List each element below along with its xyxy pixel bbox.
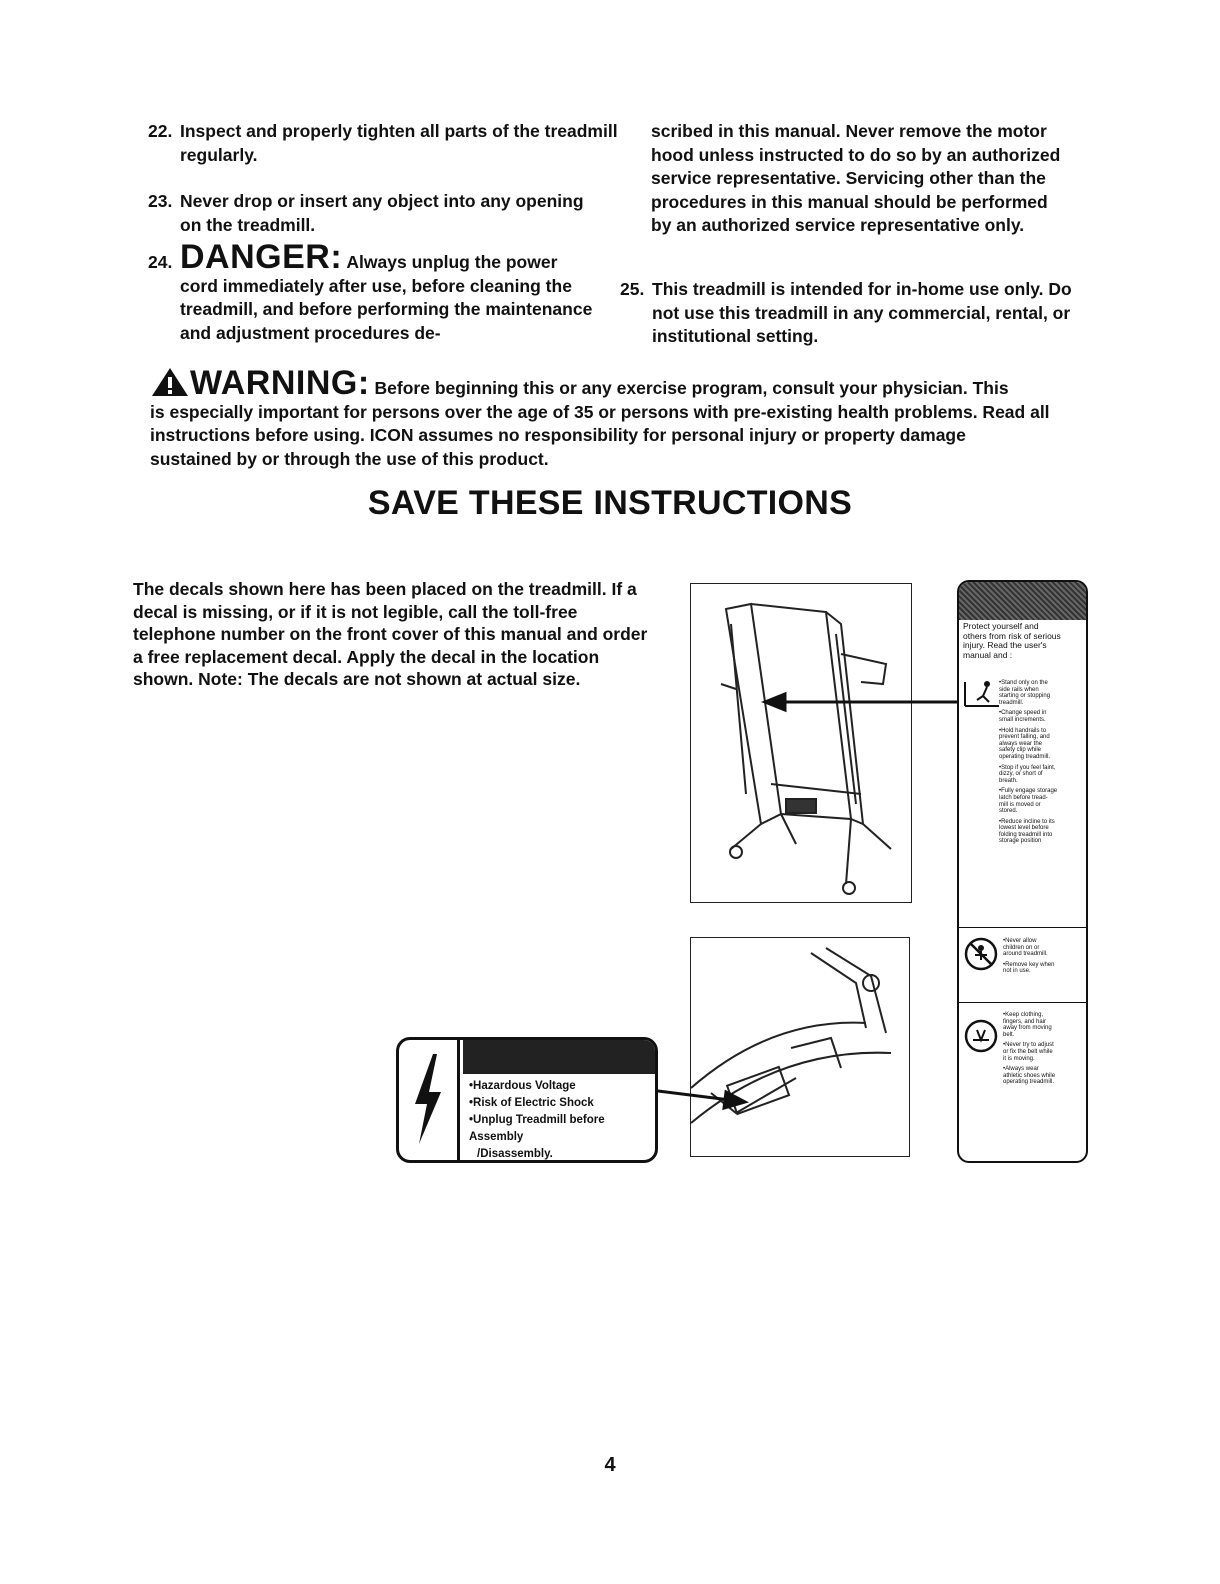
- decal-line: •Change speed in: [999, 710, 1047, 717]
- decal-line: storage position: [999, 838, 1042, 845]
- page-number: 4: [604, 1454, 616, 1476]
- electric-shock-decal: [396, 1037, 658, 1163]
- decal-line: safety clip while: [999, 747, 1042, 754]
- decal-line: breath.: [999, 777, 1018, 784]
- danger-keyword: DANGER:: [180, 238, 343, 276]
- decal-line: latch before tread-: [999, 794, 1048, 801]
- decal-intro-line: Protect yourself and: [963, 621, 1039, 631]
- decal-line: it is moving.: [1003, 1055, 1035, 1062]
- decal-line: •Remove key when: [1003, 961, 1055, 968]
- decal-line: •Hold handrails to: [999, 727, 1047, 734]
- electric-decal-header-bar: [463, 1040, 655, 1074]
- no-children-icon: [963, 936, 999, 972]
- decal-line: •Never allow: [1003, 938, 1037, 944]
- instruction-22: [148, 120, 620, 167]
- decal-line: folding treadmill into: [999, 831, 1053, 838]
- instruction-text: Inspect and properly tighten all parts of the treadmill regularly.: [180, 121, 618, 165]
- instruction-text: This treadmill is intended for in-home use only. Do not use this treadmill in any commercial, rental, or institutional setting.: [652, 279, 1072, 346]
- decal-line: •Stand only on the: [999, 680, 1048, 686]
- warning-decal-group3: [1003, 1012, 1083, 1086]
- decal-line: treadmill.: [999, 699, 1024, 706]
- decal-line: •Always wear: [1003, 1066, 1039, 1073]
- instruction-23: [148, 190, 600, 237]
- decal-line: •Stop if you feel faint,: [999, 764, 1056, 771]
- decal-line: •Reduce incline to its: [999, 818, 1055, 825]
- instruction-24: [148, 238, 608, 345]
- decal-line: mill is moved or: [999, 801, 1041, 808]
- warning-decal: [957, 580, 1088, 1163]
- decal-divider: [959, 1002, 1086, 1003]
- instruction-text-rest: cord immediately after use, before cleaning the treadmill, and before performing the maintenance and adjustment procedures de-: [180, 275, 593, 343]
- electric-decal-line: •Risk of Electric Shock: [469, 1097, 594, 1109]
- decal-intro-line: others from risk of serious: [963, 630, 1061, 641]
- decal-line: children on or: [1003, 944, 1040, 951]
- decal-intro-text: The decals shown here has been placed on the treadmill. If a decal is missing, or if it is not legible, call the toll-free telephone number on the front cover of this manual and order a free replacement decal. Apply the decal in the location shown. Note: The decals are not shown at actual size.: [133, 579, 648, 689]
- decal-line: small increments.: [999, 716, 1046, 723]
- warning-text-rest: is especially important for persons over the age of 35 or persons with pre-existing health problems. Read all instructions before using. ICON assumes no responsibility for personal injury or property damage sustained by or through the use of this product.: [150, 401, 1050, 469]
- decal-line: stored.: [999, 808, 1018, 815]
- decal-line: lowest level before: [999, 825, 1049, 832]
- moving-belt-icon: [963, 1018, 999, 1054]
- electric-decal-line: /Disassembly.: [477, 1148, 553, 1160]
- decal-line: away from moving: [1003, 1025, 1052, 1032]
- warning-block: [150, 366, 1070, 471]
- instruction-text-first: Always unplug the power: [346, 252, 558, 272]
- decal-divider: [959, 927, 1086, 928]
- decal-line: belt.: [1003, 1031, 1015, 1038]
- electric-decal-line: •Hazardous Voltage: [469, 1080, 576, 1092]
- decal-line: •Never try to adjust: [1003, 1042, 1054, 1049]
- warning-decal-header: [959, 582, 1086, 620]
- decal-line: or fix the belt while: [1003, 1048, 1053, 1055]
- decal-intro-line: manual and :: [963, 649, 1013, 660]
- warning-text-first: Before beginning this or any exercise program, consult your physician. This: [374, 378, 1009, 398]
- electric-decal-line: •Unplug Treadmill before Assembly: [469, 1114, 605, 1143]
- save-instructions-heading: SAVE THESE INSTRUCTIONS: [367, 484, 853, 522]
- stand-on-rails-icon: [963, 678, 1003, 708]
- lightning-bolt-icon: [399, 1040, 457, 1160]
- warning-decal-group1: [999, 680, 1083, 845]
- warning-triangle-icon: [150, 366, 190, 398]
- instruction-number: 24.: [148, 252, 173, 272]
- instruction-text: Never drop or insert any object into any opening on the treadmill.: [180, 191, 584, 235]
- warning-decal-group2: [1003, 938, 1083, 975]
- decal-intro-line: injury. Read the user's: [963, 640, 1047, 650]
- instruction-number: 25.: [620, 279, 645, 299]
- decal-line: •Keep clothing,: [1003, 1012, 1044, 1018]
- decal-line: around treadmill.: [1003, 951, 1048, 958]
- decal-pointer-arrows: [650, 690, 960, 1120]
- decal-line: •Fully engage storage: [999, 788, 1058, 795]
- decal-line: athletic shoes while: [1003, 1072, 1056, 1079]
- instruction-25: [620, 278, 1102, 349]
- decal-line: side rails when: [999, 686, 1039, 693]
- instruction-24-continued: scribed in this manual. Never remove the motor hood unless instructed to do so by an authorized service representative. Servicing other than the procedures in this manual should be performed by an authorized service representative only.: [651, 121, 1061, 235]
- decal-line: prevent falling, and: [999, 734, 1050, 741]
- electric-decal-text: [469, 1078, 654, 1163]
- electric-decal-icon-panel: [399, 1040, 460, 1160]
- decal-line: fingers, and hair: [1003, 1018, 1047, 1025]
- warning-keyword: WARNING:: [190, 364, 370, 402]
- decal-line: starting or stopping: [999, 693, 1051, 700]
- decal-line: always wear the: [999, 740, 1043, 747]
- instruction-number: 22.: [148, 121, 173, 141]
- decal-line: not in use.: [1003, 968, 1031, 975]
- instruction-number: 23.: [148, 191, 173, 211]
- decal-line: operating treadmill.: [1003, 1079, 1055, 1086]
- warning-decal-intro: [963, 622, 1083, 660]
- decal-line: dizzy, or short of: [999, 771, 1043, 778]
- decal-line: operating treadmill.: [999, 753, 1051, 760]
